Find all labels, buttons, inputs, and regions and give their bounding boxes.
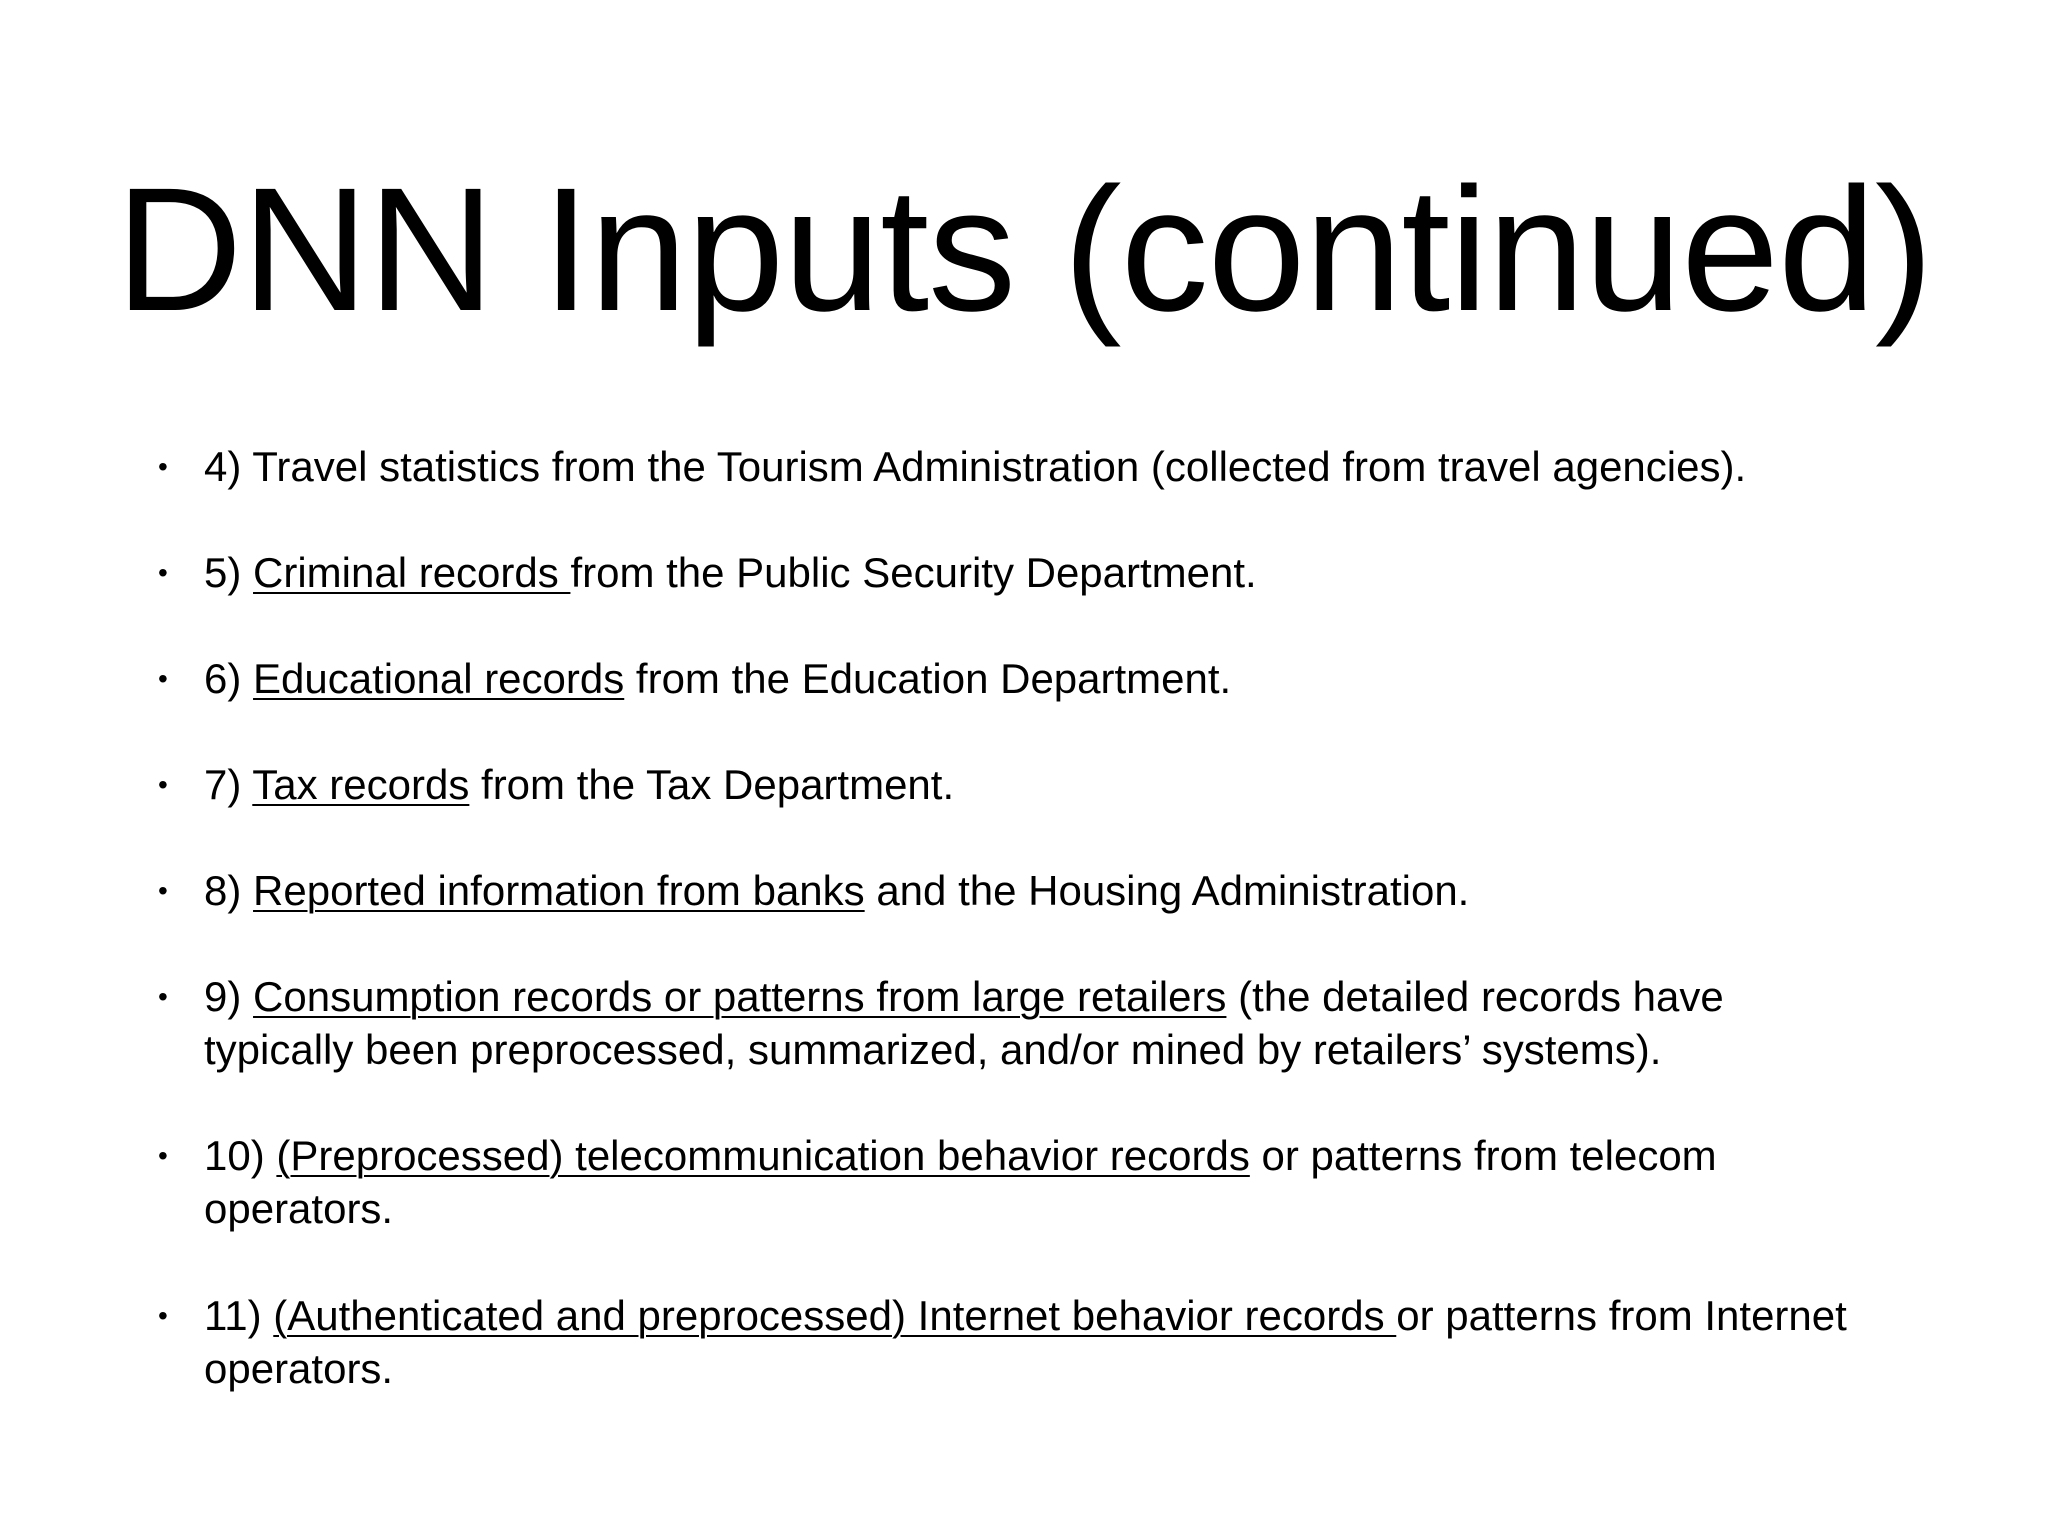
bullet-text: Travel statistics from the Tourism Administration (collected from travel agencies). (252, 443, 1747, 490)
bullet-dot-icon: • (158, 1300, 168, 1331)
bullet-dot-icon: • (158, 557, 168, 588)
bullet-underlined-text: Reported information from banks (253, 867, 865, 914)
bullet-number: 4) (204, 443, 242, 490)
bullet-item-9 (158, 970, 1864, 1076)
bullet-number: 10) (204, 1132, 265, 1179)
slide-title: DNN Inputs (continued) (115, 152, 1933, 348)
bullet-text: and the Housing Administration. (864, 867, 1470, 914)
bullet-number: 9) (204, 973, 242, 1020)
bullet-number: 8) (204, 867, 242, 914)
bullet-text: or patterns from Internet operators. (204, 1292, 1847, 1392)
bullet-underlined-text: Criminal records (253, 549, 571, 596)
bullet-item-6 (158, 652, 1864, 705)
bullet-dot-icon: • (158, 451, 168, 482)
bullet-underlined-text: (Authenticated and preprocessed) Internet behavior records (273, 1292, 1397, 1339)
bullet-dot-icon: • (158, 769, 168, 800)
bullet-number: 11) (204, 1292, 262, 1339)
bullet-number: 7) (204, 761, 242, 808)
bullet-number: 6) (204, 655, 242, 702)
bullet-text: (the detailed records have typically been preprocessed, summarized, and/or mined by retailers’ systems). (204, 973, 1724, 1073)
bullet-underlined-text: (Preprocessed) telecommunication behavior records (276, 1132, 1250, 1179)
bullet-text: from the Public Security Department. (570, 549, 1257, 596)
bullet-text: from the Education Department. (624, 655, 1232, 702)
bullet-underlined-text: Consumption records or patterns from large retailers (253, 973, 1227, 1020)
bullet-text: or patterns from telecom operators. (204, 1132, 1717, 1232)
bullet-dot-icon: • (158, 663, 168, 694)
bullet-dot-icon: • (158, 981, 168, 1012)
bullet-number: 5) (204, 549, 242, 596)
bullet-item-11 (158, 1289, 1864, 1395)
bullet-item-7 (158, 758, 1864, 811)
bullet-item-4 (158, 440, 1864, 493)
bullet-item-8 (158, 864, 1864, 917)
bullet-underlined-text: Tax records (252, 761, 470, 808)
bullet-item-10 (158, 1129, 1864, 1235)
bullet-text: from the Tax Department. (469, 761, 955, 808)
bullet-item-5 (158, 546, 1864, 599)
bullet-underlined-text: Educational records (253, 655, 625, 702)
bullet-dot-icon: • (158, 875, 168, 906)
bullet-dot-icon: • (158, 1140, 168, 1171)
